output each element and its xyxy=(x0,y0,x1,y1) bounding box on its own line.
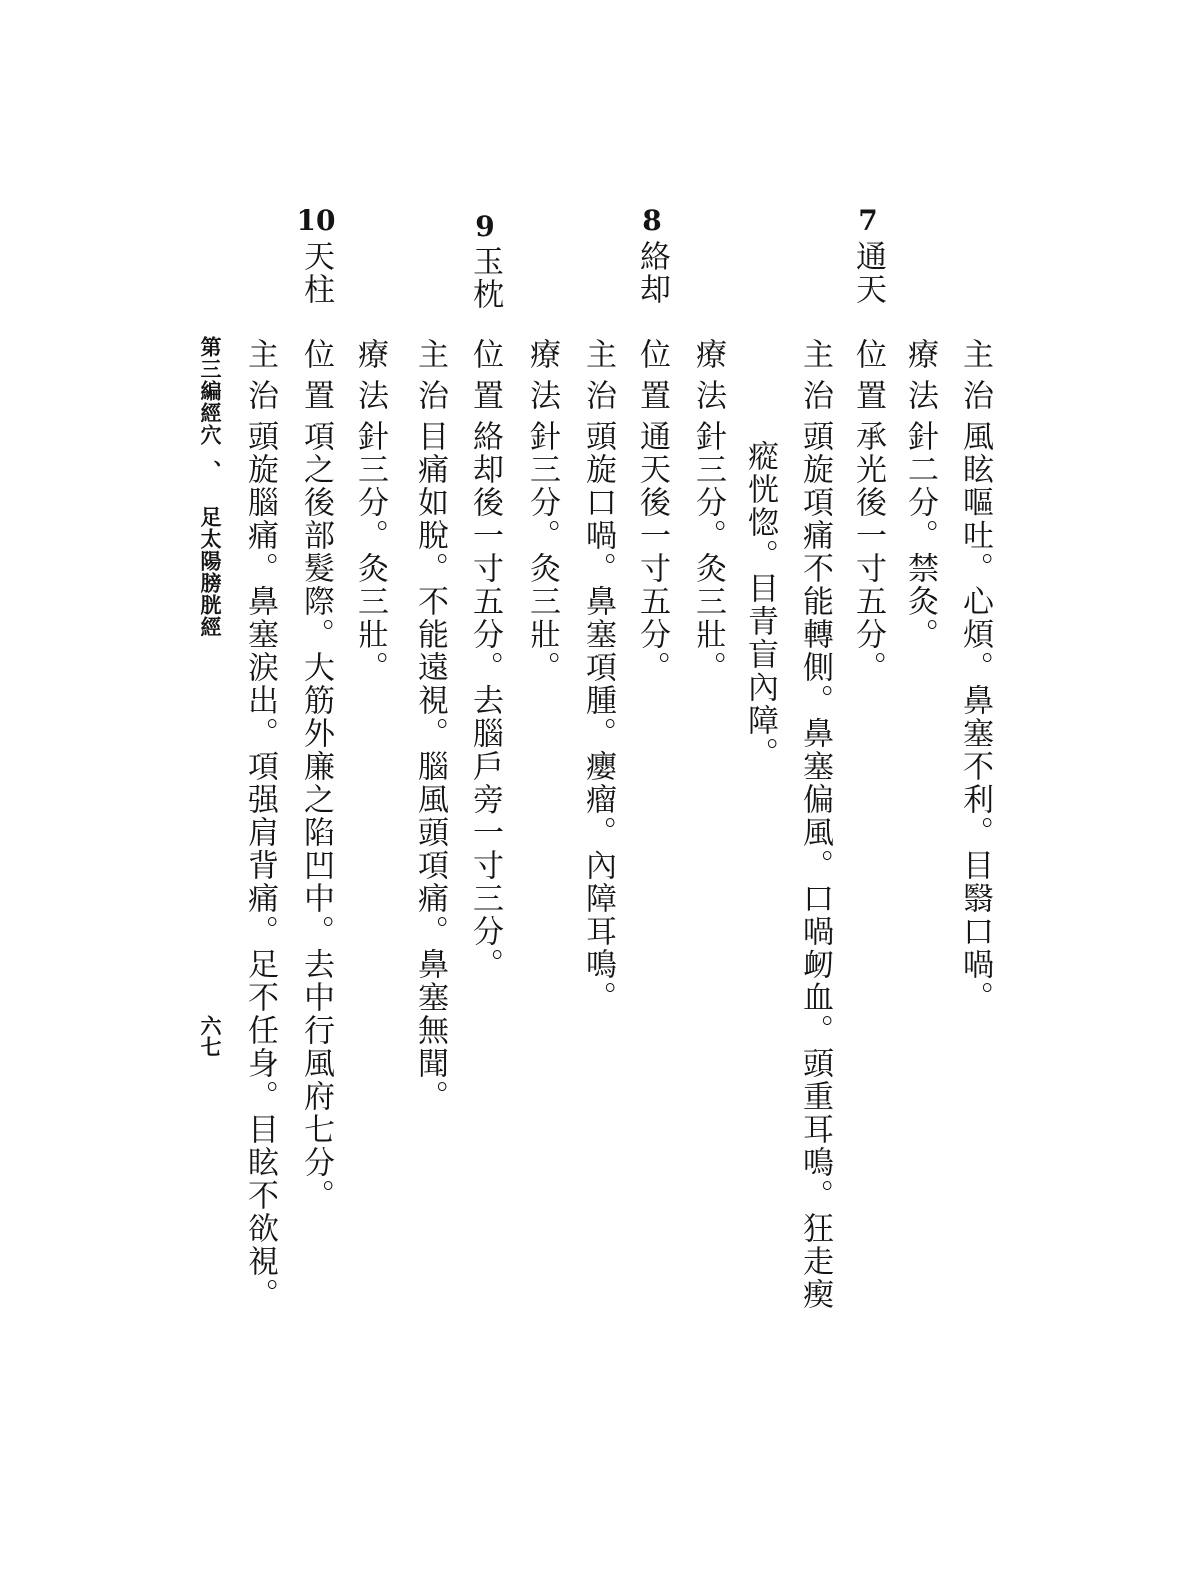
text-column xyxy=(522,338,562,684)
section-title: 第三編經穴 xyxy=(198,336,223,446)
field-label: 位置 xyxy=(634,338,670,420)
entry-number: 8 xyxy=(642,204,662,237)
field-label: 療法 xyxy=(902,338,938,420)
field-text: 絡却後一寸五分。去腦戶旁一寸三分。 xyxy=(467,420,503,981)
field-text: 瘲恍惚。目青盲內障。 xyxy=(742,440,778,770)
field-label: 主治 xyxy=(580,338,616,420)
text-column xyxy=(848,338,888,684)
entry-name: 天柱 xyxy=(298,240,334,306)
text-column xyxy=(900,338,940,651)
text-column xyxy=(578,338,618,1014)
entry-name: 通天 xyxy=(850,240,886,306)
field-label: 療法 xyxy=(690,338,726,420)
field-label: 療法 xyxy=(524,338,560,420)
field-text: 針三分。灸三壯。 xyxy=(352,420,388,684)
text-column xyxy=(688,338,728,684)
text-column xyxy=(465,338,505,981)
text-column xyxy=(955,338,995,1014)
field-text: 通天後一寸五分。 xyxy=(634,420,670,684)
field-text: 頭旋口喎。鼻塞項腫。癭瘤。內障耳鳴。 xyxy=(580,420,616,1014)
field-text: 風眩嘔吐。心煩。鼻塞不利。目翳口喎。 xyxy=(957,420,993,1014)
field-text: 針二分。禁灸。 xyxy=(902,420,938,651)
field-label: 位置 xyxy=(850,338,886,420)
text-column xyxy=(632,338,672,684)
page-number: 六七 xyxy=(198,1015,223,1057)
entry-number: 9 xyxy=(475,210,495,243)
text-column xyxy=(410,338,450,1113)
running-footer xyxy=(195,336,225,638)
text-column xyxy=(740,440,780,770)
text-column xyxy=(350,338,390,684)
text-column xyxy=(296,338,336,1212)
field-text: 針三分。灸三壯。 xyxy=(524,420,560,684)
entry-name: 絡却 xyxy=(634,240,670,306)
field-text: 針三分。灸三壯。 xyxy=(690,420,726,684)
field-label: 位置 xyxy=(467,338,503,420)
field-text: 頭旋腦痛。鼻塞涙出。項强肩背痛。足不任身。目眩不欲視。 xyxy=(242,420,278,1311)
field-label: 主治 xyxy=(412,338,448,420)
field-label: 主治 xyxy=(242,338,278,420)
field-label: 療法 xyxy=(352,338,388,420)
field-text: 目痛如脫。不能遠視。腦風頭項痛。鼻塞無聞。 xyxy=(412,420,448,1113)
text-column xyxy=(795,338,835,1311)
field-text: 項之後部髮際。大筋外廉之陷凹中。去中行風府七分。 xyxy=(298,420,334,1212)
field-label: 主治 xyxy=(957,338,993,420)
field-text: 頭旋項痛不能轉側。鼻塞偏風。口喎衂血。頭重耳鳴。狂走瘈 xyxy=(797,420,833,1311)
text-column xyxy=(240,338,280,1311)
field-label: 位置 xyxy=(298,338,334,420)
entry-number: 7 xyxy=(858,204,878,237)
entry-number: 10 xyxy=(296,204,336,237)
entry-name: 玉枕 xyxy=(467,245,503,311)
footer-separator: 、 xyxy=(198,460,223,482)
field-text: 承光後一寸五分。 xyxy=(850,420,886,684)
field-label: 主治 xyxy=(797,338,833,420)
chapter-title: 足太陽膀胱經 xyxy=(198,506,223,638)
